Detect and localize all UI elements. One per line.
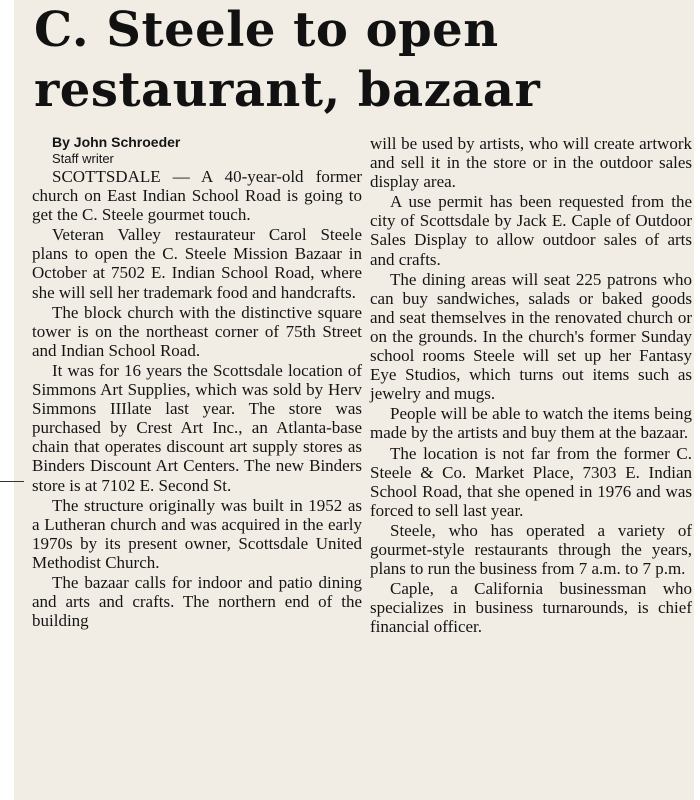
newspaper-clipping	[14, 0, 694, 800]
headline-line-1: C. Steele to open	[34, 2, 499, 58]
paragraph: It was for 16 years the Scottsdale location of Simmons Art Supplies, which was sold by Herv Simmons IIIlate last year. The store was purchased by Crest Art Inc., an Atlanta-base chain that operates discount art supply stores as Binders Discount Art Centers. The new Binders store is at 7102 E. Second St.	[32, 360, 362, 495]
staff-writer-label: Staff writer	[52, 151, 114, 166]
margin-mark	[0, 481, 24, 482]
paragraph: The bazaar calls for indoor and patio dining and arts and crafts. The northern end of the building	[32, 572, 362, 631]
paragraph: The dining areas will seat 225 patrons who can buy sandwiches, salads or baked goods and seat themselves in the renovated church or on the grounds. In the church's former Sunday school rooms Steele will set up her Fantasy Eye Studios, which turns out items such as jewelry and mugs.	[370, 269, 692, 404]
paragraph: The block church with the distinctive square tower is on the northeast corner of 75th Street and Indian School Road.	[32, 302, 362, 360]
paragraph: SCOTTSDALE — A 40-year-old former church on East Indian School Road is going to get the C. Steele gourmet touch.	[32, 167, 362, 225]
paragraph-continued: will be used by artists, who will create artwork and sell it in the store or in the outdoor sales display area.	[370, 134, 692, 192]
headline-line-2: restaurant, bazaar	[34, 62, 541, 118]
paragraph: A use permit has been requested from the city of Scottsdale by Jack E. Caple of Outdoor Sales Display to allow outdoor sales of arts and crafts.	[370, 192, 692, 269]
article-body	[14, 134, 694, 800]
article-column-right	[370, 134, 692, 637]
paragraph: Steele, who has operated a variety of gourmet-style restaurants through the years, plans to run the business from 7 a.m. to 7 p.m.	[370, 520, 692, 579]
paragraph: The structure originally was built in 1952 as a Lutheran church and was acquired in the early 1970s by its present owner, Scottsdale United Methodist Church.	[32, 495, 362, 572]
paragraph: People will be able to watch the items being made by the artists and buy them at the bazaar.	[370, 404, 692, 443]
article-column-left	[32, 134, 362, 631]
paragraph: The location is not far from the former C. Steele & Co. Market Place, 7303 E. Indian School Road, that she opened in 1976 and was forced to sell last year.	[370, 443, 692, 520]
paragraph: Veteran Valley restaurateur Carol Steele plans to open the C. Steele Mission Bazaar in October at 7502 E. Indian School Road, where she will sell her trademark food and handcrafts.	[32, 225, 362, 302]
byline: By John Schroeder	[52, 134, 181, 150]
paragraph: Caple, a California businessman who specializes in business turnarounds, is chief financial officer.	[370, 579, 692, 637]
headline	[14, 0, 694, 120]
